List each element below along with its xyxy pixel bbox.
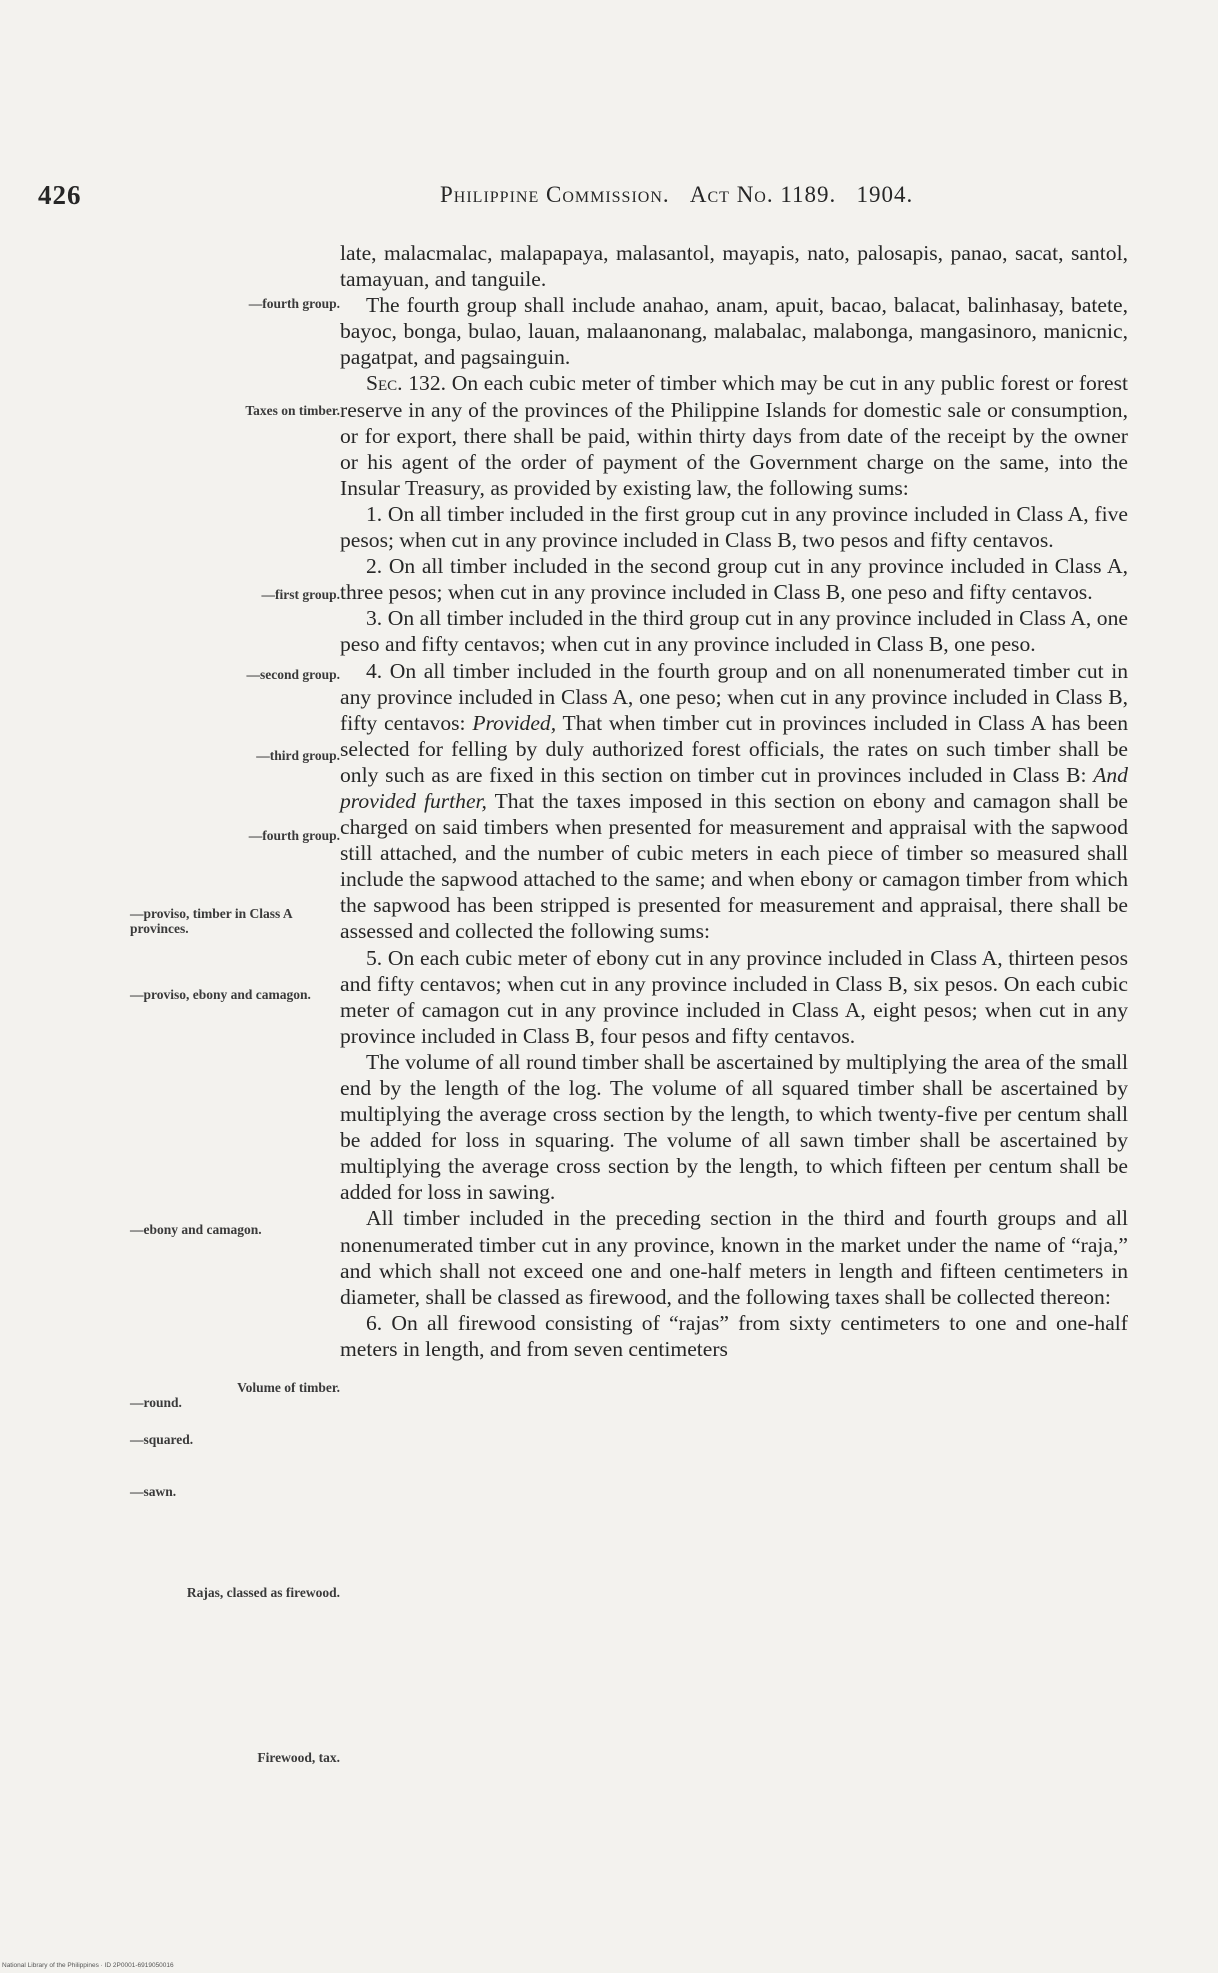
section-132-text: On each cubic meter of timber which may be cut in any public forest or forest reserve in any of the provinces of the Philippine Islands for domestic sale or consumption, or for export, there shall be paid, within thirty days from date of the receipt by the owner or his agent of the order of payment of the Government charge on the same, into the Insular Treasury, as provided by existing law, the following sums: <box>340 371 1129 500</box>
side-note-squared: —squared. <box>130 1432 194 1447</box>
side-note-fourth-group: —fourth group. <box>248 296 340 311</box>
paragraph-section-132 <box>340 370 1128 500</box>
paragraph-item-2: 2. On all timber included in the second group cut in any province included in Class A, three pesos; when cut in any province included in Class B, one peso and fifty centavos. <box>340 554 1128 605</box>
side-note-round: —round. <box>130 1395 182 1410</box>
page-number: 426 <box>38 180 82 210</box>
side-note-proviso-class-a: —proviso, timber in Class A provinces. <box>130 906 292 936</box>
side-note-ebony-camagon: —ebony and camagon. <box>130 1222 262 1237</box>
running-title: Philippine Commission. <box>440 182 670 207</box>
proviso-further-text: That the taxes imposed in this section on ebony and camagon shall be charged on said timbers when presented for measurement and appraisal with the sapwood still attached, and the number of cubic meters in each piece of timber so measured shall include the sapwood attached to the same; and when ebony or camagon timber from which the sapwood has been stripped is presented for measurement and appraisal, there shall be assessed and collected the following sums: <box>340 788 1128 944</box>
paragraph-rajas: All timber included in the preceding section in the third and fourth groups and all nonenumerated timber cut in any province, known in the market under the name of “raja,” and which shall not exceed one and one-half meters in length and fifteen centimeters in diameter, shall be classed as firewood, and the following taxes shall be collected thereon: <box>340 1206 1128 1309</box>
side-note-volume-of-timber: Volume of timber. <box>237 1380 340 1395</box>
paragraph-item-3: 3. On all timber included in the third group cut in any province included in Class A, one peso and fifty centavos; when cut in any province included in Class B, one peso. <box>340 606 1128 657</box>
paragraph-item-1: 1. On all timber included in the first group cut in any province included in Class A, five pesos; when cut in any province included in Class B, two pesos and fifty centavos. <box>340 501 1128 553</box>
paragraph-fourth-group: The fourth group shall include anahao, anam, apuit, bacao, balacat, balinhasay, batete, bayoc, bonga, bulao, lauan, malaanonang, malabalac, malabonga, mangasinoro, manicnic, pagatpat, and pagsainguin. <box>340 293 1128 370</box>
side-note-sawn: —sawn. <box>130 1484 177 1499</box>
side-note-rajas: Rajas, classed as firewood. <box>186 1585 340 1600</box>
paragraph-item-6: 6. On all firewood consisting of “rajas” from sixty centimeters to one and one-half meters in length, and from seven centimeters <box>340 1310 1128 1361</box>
provided-further-term: And provided further, <box>340 762 1128 813</box>
side-note-proviso-ebony: —proviso, ebony and camagon. <box>130 987 311 1002</box>
year: 1904. <box>856 182 914 207</box>
body-text <box>340 240 1128 1362</box>
paragraph-item-5: 5. On each cubic meter of ebony cut in any province included in Class A, thirteen pesos and fifty centavos; when cut in any province included in Class B, six pesos. On each cubic meter of camagon cut in any province included in Class A, eight pesos; when cut in any province included in Class B, four pesos and fifty centavos. <box>340 945 1128 1048</box>
provided-term: Provided, <box>472 710 557 735</box>
side-note-fourth-group-tax: —fourth group. <box>248 828 340 843</box>
paragraph-item-4 <box>340 658 1128 945</box>
paragraph-timber-list-end: late, malacmalac, malapapaya, malasantol, mayapis, nato, palosapis, panao, sacat, santol, tamayuan, and tanguile. <box>340 241 1128 292</box>
margin-notes <box>0 0 340 1973</box>
paragraph-volume: The volume of all round timber shall be ascertained by multiplying the area of the small end by the length of the log. The volume of all squared timber shall be ascertained by multiplying the average cross section by the length, to which twenty-five per centum shall be added for loss in squaring. The volume of all sawn timber shall be ascertained by multiplying the average cross section by the length, to which fifteen per centum shall be added for loss in sawing. <box>340 1049 1128 1205</box>
side-note-taxes-on-timber: Taxes on timber. <box>245 403 340 418</box>
side-note-third-group: —third group. <box>256 748 340 763</box>
act-number: Act No. 1189. <box>689 182 837 207</box>
proviso-text: That when timber cut in provinces included in Class A has been selected for felling by duly authorized forest officials, the rates on such timber shall be only such as are fixed in this section on timber cut in provinces included in Class B: <box>340 710 1128 787</box>
side-note-firewood-tax: Firewood, tax. <box>257 1750 340 1765</box>
item-4-text: 4. On all timber included in the fourth group and on all nonenumerated timber cut in any province included in Class A, one peso; when cut in any province included in Class B, fifty centavos: <box>340 658 1128 735</box>
running-head <box>440 182 913 208</box>
side-note-first-group: —first group. <box>261 587 340 602</box>
scan-footer: National Library of the Philippines · ID 2P0001-6919050016 <box>2 1962 174 1969</box>
side-note-second-group: —second group. <box>246 667 340 682</box>
section-label: Sec. 132. <box>366 371 447 396</box>
